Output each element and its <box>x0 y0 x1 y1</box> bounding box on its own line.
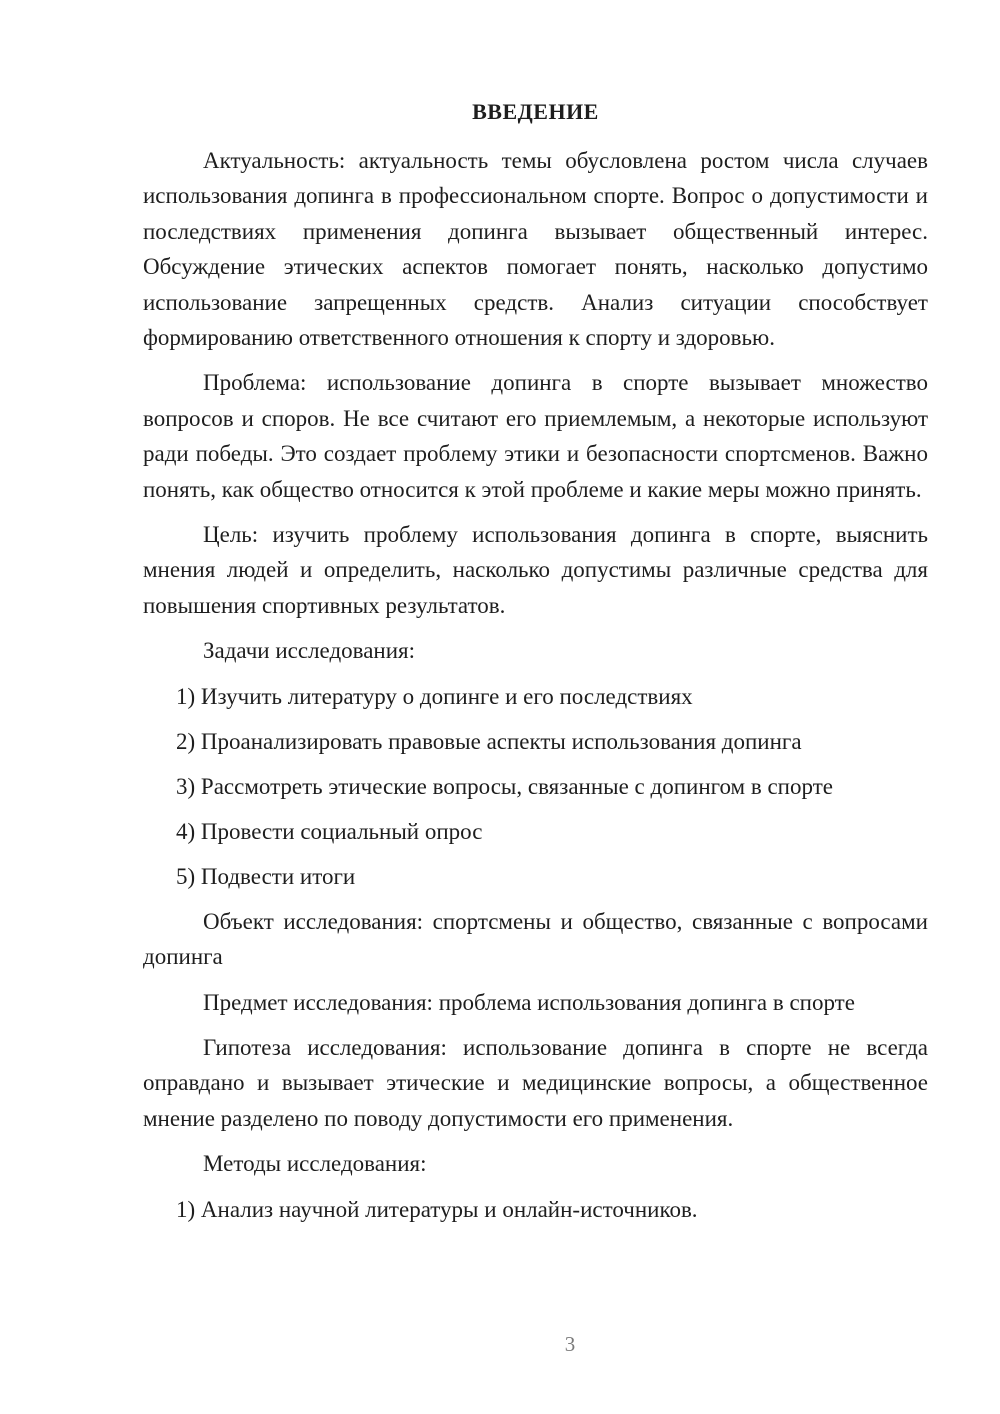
methods-heading: Методы исследования: <box>203 1151 427 1177</box>
hypothesis-paragraph: Гипотеза исследования: использование допинга в спорте не всегда оправдано и вызывает этические и медицинские вопросы, а общественное мнение разделено по поводу допустимости его применения. <box>143 1034 928 1131</box>
task-item: 3) Рассмотреть этические вопросы, связанные с допингом в спорте <box>176 773 833 799</box>
task-item: 4) Провести социальный опрос <box>176 818 483 844</box>
subject-paragraph: Предмет исследования: проблема использования допинга в спорте <box>203 989 855 1015</box>
document-page <box>143 94 928 1237</box>
task-item: 1) Изучить литературу о допинге и его последствиях <box>176 683 693 709</box>
page-title: ВВЕДЕНИЕ <box>472 99 599 124</box>
relevance-paragraph: Актуальность: актуальность темы обусловлена ростом числа случаев использования допинга в профессиональном спорте. Вопрос о допустимости и последствиях применения допинга вызывает общественный интерес. Обсуждение этических аспектов помогает понять, насколько допустимо использование запрещенных средств. Анализ ситуации способствует формированию ответственного отношения к спорту и здоровью. <box>143 148 928 351</box>
tasks-heading: Задачи исследования: <box>203 638 416 664</box>
problem-paragraph: Проблема: использование допинга в спорте вызывает множество вопросов и споров. Не все считают его приемлемым, а некоторые используют ради победы. Это создает проблему этики и безопасности спортсменов. Важно понять, как общество относится к этой проблеме и какие меры можно принять. <box>143 370 928 502</box>
task-item: 2) Проанализировать правовые аспекты использования допинга <box>176 728 802 754</box>
task-item: 5) Подвести итоги <box>176 863 356 889</box>
page-number: 3 <box>564 1332 576 1356</box>
goal-paragraph: Цель: изучить проблему использования допинга в спорте, выяснить мнения людей и определить, насколько допустимы различные средства для повышения спортивных результатов. <box>143 522 928 618</box>
object-paragraph: Объект исследования: спортсмены и общество, связанные с вопросами допинга <box>143 908 928 970</box>
method-item: 1) Анализ научной литературы и онлайн-источников. <box>176 1196 698 1222</box>
